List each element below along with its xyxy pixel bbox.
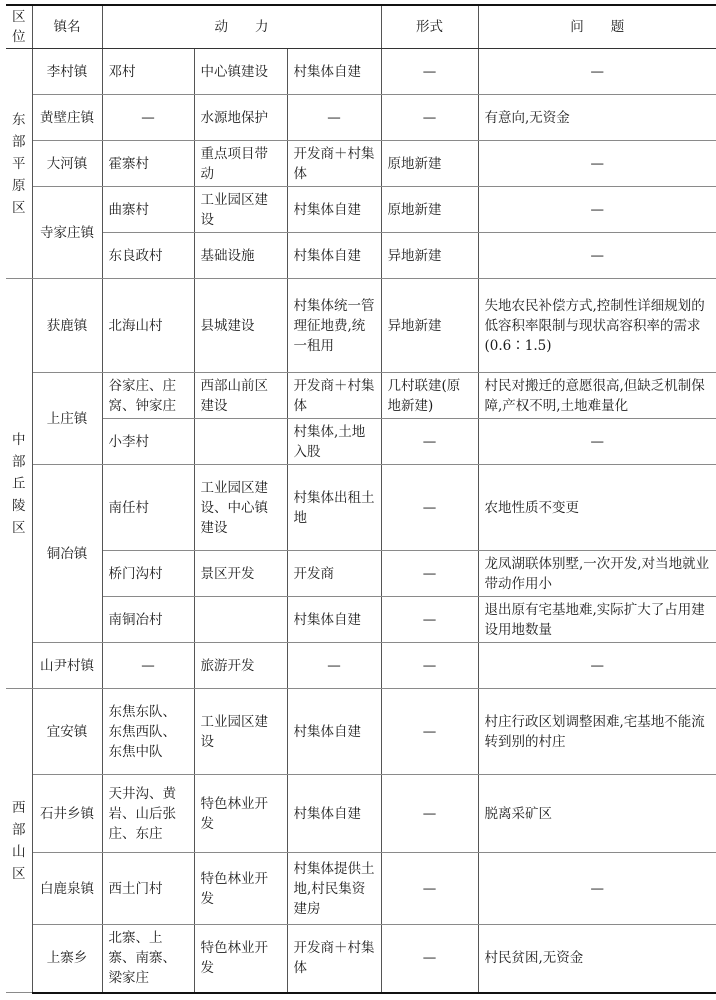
table-row <box>6 187 716 233</box>
town-cell: 黄壁庄镇 <box>32 95 102 141</box>
drive-cell: 西部山前区建设 <box>194 373 287 419</box>
drive-cell: 旅游开发 <box>194 643 287 689</box>
problem-cell: 村庄行政区划调整困难,宅基地不能流转到别的村庄 <box>478 689 716 775</box>
village-cell: 小李村 <box>102 419 194 465</box>
town-cell: 寺家庄镇 <box>32 187 102 279</box>
village-cell: — <box>102 95 194 141</box>
form-cell: — <box>381 689 478 775</box>
town-cell: 石井乡镇 <box>32 775 102 853</box>
drive-mode-cell: — <box>287 95 381 141</box>
problem-cell: 退出原有宅基地难,实际扩大了占用建设用地数量 <box>478 597 716 643</box>
village-cell: 北海山村 <box>102 279 194 373</box>
village-cell: 谷家庄、庄窝、钟家庄 <box>102 373 194 419</box>
form-cell: 几村联建(原地新建) <box>381 373 478 419</box>
table-row <box>6 279 716 373</box>
drive-cell: 特色林业开发 <box>194 775 287 853</box>
village-cell: 南铜冶村 <box>102 597 194 643</box>
drive-mode-cell: 村集体,土地入股 <box>287 419 381 465</box>
town-cell: 上庄镇 <box>32 373 102 465</box>
header-row <box>6 5 716 49</box>
problem-cell: 农地性质不变更 <box>478 465 716 551</box>
table-row <box>6 419 716 465</box>
drive-mode-cell: 村集体统一管理征地费,统一租用 <box>287 279 381 373</box>
form-cell: 原地新建 <box>381 187 478 233</box>
drive-cell <box>194 419 287 465</box>
form-cell: 异地新建 <box>381 279 478 373</box>
town-cell: 大河镇 <box>32 141 102 187</box>
problem-cell: 村民对搬迁的意愿很高,但缺乏机制保障,产权不明,土地难量化 <box>478 373 716 419</box>
form-cell: — <box>381 597 478 643</box>
zone-label: 中部丘陵区 <box>12 431 26 536</box>
zone-cell-west <box>6 689 32 993</box>
drive-cell: 工业园区建设 <box>194 187 287 233</box>
town-cell: 白鹿泉镇 <box>32 853 102 925</box>
problem-cell: — <box>478 853 716 925</box>
table-row <box>6 233 716 279</box>
village-cell: 东焦东队、东焦西队、东焦中队 <box>102 689 194 775</box>
village-cell: 霍寨村 <box>102 141 194 187</box>
form-cell: — <box>381 925 478 993</box>
village-cell: 南任村 <box>102 465 194 551</box>
town-cell: 宜安镇 <box>32 689 102 775</box>
village-cell: 桥门沟村 <box>102 551 194 597</box>
drive-mode-cell: 村集体自建 <box>287 49 381 95</box>
drive-mode-cell: 村集体提供土地,村民集资建房 <box>287 853 381 925</box>
problem-cell: — <box>478 419 716 465</box>
drive-cell: 特色林业开发 <box>194 925 287 993</box>
drive-cell: 基础设施 <box>194 233 287 279</box>
problem-cell: 失地农民补偿方式,控制性详细规划的低容积率限制与现状高容积率的需求(0.6∶1.5) <box>478 279 716 373</box>
drive-cell: 工业园区建设、中心镇建设 <box>194 465 287 551</box>
form-cell: — <box>381 853 478 925</box>
drive-mode-cell: 村集体出租土地 <box>287 465 381 551</box>
table-row <box>6 689 716 775</box>
drive-cell: 水源地保护 <box>194 95 287 141</box>
form-cell: — <box>381 643 478 689</box>
header-zone: 区位 <box>6 5 32 49</box>
drive-cell: 县城建设 <box>194 279 287 373</box>
village-cell: 天井沟、黄岩、山后张庄、东庄 <box>102 775 194 853</box>
zone-cell-east <box>6 49 32 279</box>
form-cell: 原地新建 <box>381 141 478 187</box>
drive-cell: 中心镇建设 <box>194 49 287 95</box>
form-cell: — <box>381 419 478 465</box>
drive-mode-cell: 村集体自建 <box>287 233 381 279</box>
table-row <box>6 141 716 187</box>
town-cell: 铜冶镇 <box>32 465 102 643</box>
table-row <box>6 95 716 141</box>
table-row <box>6 853 716 925</box>
town-cell: 上寨乡 <box>32 925 102 993</box>
village-cell: 东良政村 <box>102 233 194 279</box>
drive-mode-cell: 村集体自建 <box>287 597 381 643</box>
drive-mode-cell: 开发商 <box>287 551 381 597</box>
table-row <box>6 775 716 853</box>
header-town: 镇名 <box>32 5 102 49</box>
header-form: 形式 <box>381 5 478 49</box>
village-cell: 曲寨村 <box>102 187 194 233</box>
drive-cell: 特色林业开发 <box>194 853 287 925</box>
zone-label: 西部山区 <box>12 799 26 882</box>
problem-cell: 有意向,无资金 <box>478 95 716 141</box>
village-cell: — <box>102 643 194 689</box>
zone-cell-middle <box>6 279 32 689</box>
drive-mode-cell: 开发商＋村集体 <box>287 925 381 993</box>
table-row <box>6 643 716 689</box>
form-cell: — <box>381 775 478 853</box>
drive-mode-cell: 开发商＋村集体 <box>287 373 381 419</box>
problem-cell: — <box>478 643 716 689</box>
zone-label: 东部平原区 <box>12 111 26 216</box>
header-problem: 问 题 <box>478 5 716 49</box>
drive-cell: 景区开发 <box>194 551 287 597</box>
drive-mode-cell: — <box>287 643 381 689</box>
village-cell: 西土门村 <box>102 853 194 925</box>
form-cell: — <box>381 465 478 551</box>
problem-cell: 村民贫困,无资金 <box>478 925 716 993</box>
village-cell: 邓村 <box>102 49 194 95</box>
table-row <box>6 597 716 643</box>
drive-mode-cell: 村集体自建 <box>287 689 381 775</box>
table-row <box>6 925 716 993</box>
drive-cell <box>194 597 287 643</box>
table-row <box>6 551 716 597</box>
problem-cell: — <box>478 49 716 95</box>
drive-mode-cell: 村集体自建 <box>287 775 381 853</box>
form-cell: — <box>381 49 478 95</box>
form-cell: 异地新建 <box>381 233 478 279</box>
problem-cell: — <box>478 233 716 279</box>
drive-mode-cell: 村集体自建 <box>287 187 381 233</box>
table-row <box>6 373 716 419</box>
drive-cell: 重点项目带动 <box>194 141 287 187</box>
form-cell: — <box>381 95 478 141</box>
town-cell: 李村镇 <box>32 49 102 95</box>
table-row <box>6 465 716 551</box>
problem-cell: — <box>478 141 716 187</box>
drive-cell: 工业园区建设 <box>194 689 287 775</box>
town-cell: 山尹村镇 <box>32 643 102 689</box>
drive-mode-cell: 开发商＋村集体 <box>287 141 381 187</box>
table-row <box>6 49 716 95</box>
problem-cell: — <box>478 187 716 233</box>
problem-cell: 脱离采矿区 <box>478 775 716 853</box>
town-cell: 获鹿镇 <box>32 279 102 373</box>
village-cell: 北寨、上寨、南寨、梁家庄 <box>102 925 194 993</box>
problem-cell: 龙凤湖联体别墅,一次开发,对当地就业带动作用小 <box>478 551 716 597</box>
village-relocation-table <box>6 4 716 994</box>
header-drive: 动 力 <box>102 5 381 49</box>
form-cell: — <box>381 551 478 597</box>
